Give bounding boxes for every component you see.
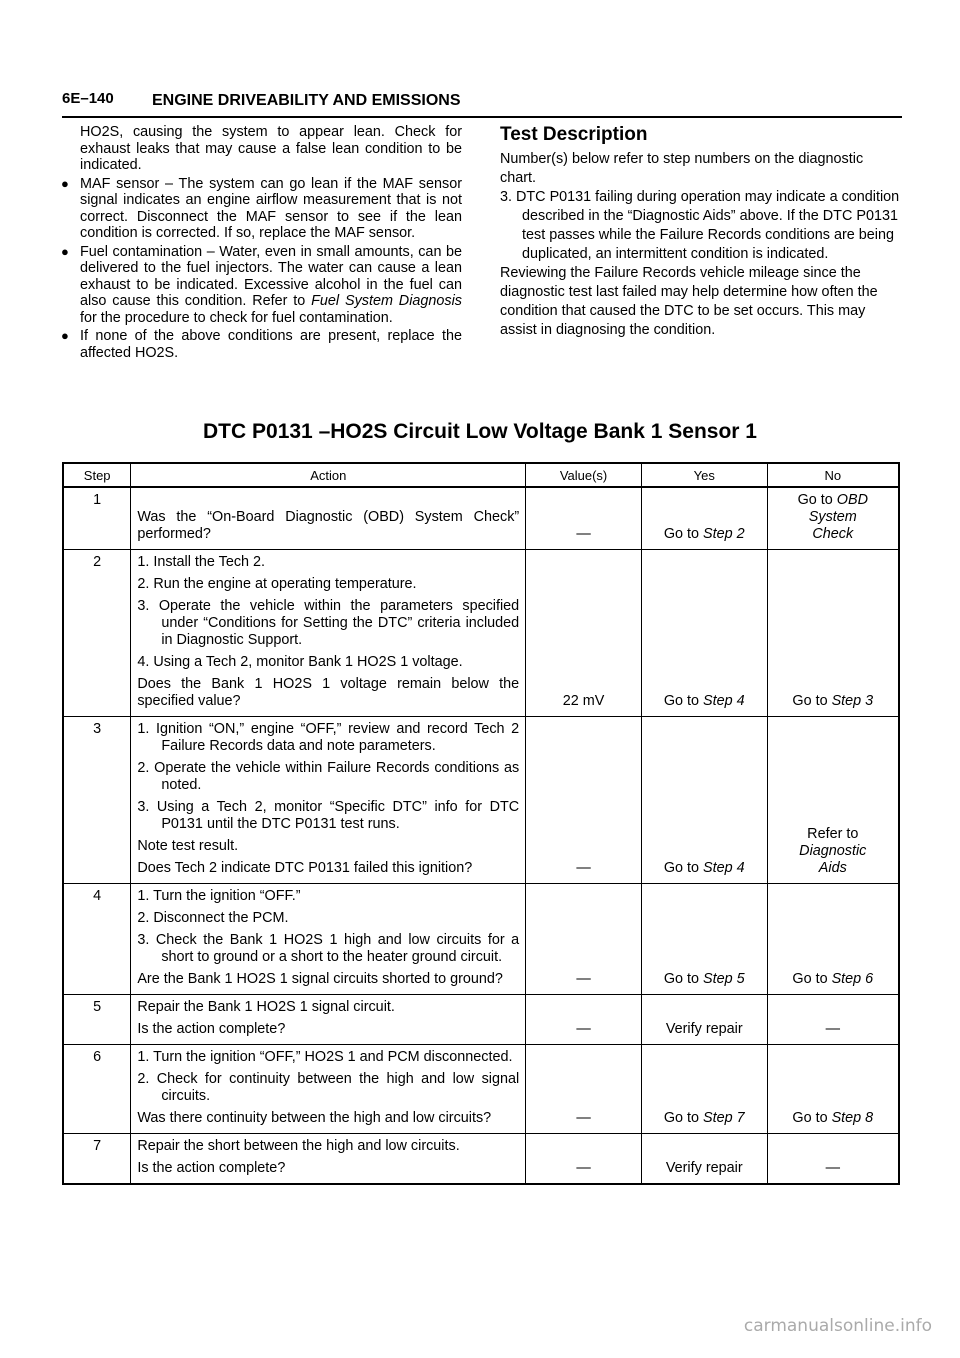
- step-number: 2: [63, 550, 131, 717]
- action-item: Repair the Bank 1 HO2S 1 signal circuit.: [137, 999, 395, 1015]
- table-row: [63, 487, 899, 550]
- no-prefix: Go to: [797, 492, 837, 508]
- action-item: 1. Install the Tech 2.: [137, 554, 266, 570]
- bullet-icon: ●: [61, 243, 69, 259]
- no-cell: [767, 487, 899, 550]
- yes-prefix: Verify repair: [665, 1021, 743, 1037]
- action-cell: [131, 995, 526, 1045]
- yes-step-link[interactable]: Step 4: [703, 860, 745, 876]
- header-no: No: [767, 463, 899, 487]
- bullet-text: MAF sensor – The system can go lean if the MAF sensor signal indicates an engine airflow measurement that is not correct. Disconnect the MAF sensor to see if the lean condition is corrected. If so, replace the MAF sensor.: [80, 175, 462, 241]
- value-cell: —: [526, 884, 642, 995]
- yes-step-link[interactable]: Step 2: [703, 526, 745, 542]
- action-cell: [131, 717, 526, 884]
- intro-paragraph: HO2S, causing the system to appear lean. Check for exhaust leaks that may cause a false lean condition to be indicated.: [80, 124, 462, 173]
- action-question: Is the action complete?: [137, 1160, 286, 1176]
- action-item: 2. Run the engine at operating temperature.: [137, 576, 417, 592]
- table-row: [63, 884, 899, 995]
- no-step-link[interactable]: Step 3: [831, 693, 874, 709]
- page-header: [62, 90, 902, 118]
- yes-cell: [641, 717, 767, 884]
- yes-step-link[interactable]: Step 7: [703, 1110, 745, 1126]
- table-row: [63, 550, 899, 717]
- no-step-link[interactable]: Step 8: [831, 1110, 874, 1126]
- table-row: [63, 717, 899, 884]
- header-values: Value(s): [526, 463, 642, 487]
- no-prefix: —: [825, 1160, 840, 1176]
- action-cell: [131, 487, 526, 550]
- action-item: 1. Turn the ignition “OFF,” HO2S 1 and PCM disconnected.: [137, 1049, 513, 1065]
- no-cell: [767, 1134, 899, 1185]
- step-number: 1: [63, 487, 131, 550]
- bullet-text: Fuel contamination – Water, even in small amounts, can be delivered to the fuel injectors. The water can cause a lean exhaust to be indicated. Excessive alcohol in the fuel can also cause this condition. Refer to: [80, 243, 462, 309]
- yes-step-link[interactable]: Step 5: [703, 971, 745, 987]
- yes-prefix: Go to: [663, 1110, 704, 1126]
- diagnostic-table: [62, 462, 900, 1185]
- bullet-icon: ●: [61, 328, 69, 343]
- no-cell: [767, 1045, 899, 1134]
- no-prefix: Go to: [792, 1110, 832, 1126]
- header-step: Step: [63, 463, 131, 487]
- yes-cell: [641, 995, 767, 1045]
- table-row: [63, 1134, 899, 1185]
- value-cell: 22 mV: [526, 550, 642, 717]
- bullet-item: [62, 244, 462, 327]
- action-cell: [131, 1134, 526, 1185]
- action-question: Is the action complete?: [137, 1021, 286, 1037]
- action-note: Note test result.: [137, 838, 239, 854]
- page-number: 6E–140: [62, 90, 114, 107]
- fuel-system-diagnosis-link[interactable]: Fuel System Diagnosis: [311, 293, 462, 309]
- yes-prefix: Go to: [663, 526, 704, 542]
- test-description-heading: Test Description: [500, 124, 648, 145]
- bullet-item: [62, 176, 462, 242]
- no-step-link[interactable]: Step 6: [831, 971, 874, 987]
- test-description-step-3: 3. DTC P0131 failing during operation may indicate a condition described in the “Diagnostic Aids” above. If the DTC P0131 test passes while the Failure Records conditions are being duplicated, an intermittent condition is indicated.: [500, 189, 900, 262]
- test-description: [500, 124, 900, 340]
- yes-prefix: Verify repair: [665, 1160, 743, 1176]
- step-number: 6: [63, 1045, 131, 1134]
- action-item: 3. Using a Tech 2, monitor “Specific DTC” info for DTC P0131 until the DTC P0131 test runs.: [137, 799, 520, 832]
- yes-cell: [641, 1045, 767, 1134]
- action-cell: [131, 550, 526, 717]
- action-item: 1. Turn the ignition “OFF.”: [137, 888, 301, 904]
- no-step-link[interactable]: Diagnostic Aids: [799, 843, 867, 876]
- action-question: Does Tech 2 indicate DTC P0131 failed this ignition?: [137, 860, 473, 876]
- yes-cell: [641, 550, 767, 717]
- action-item: 1. Ignition “ON,” engine “OFF,” review and record Tech 2 Failure Records data and note parameters.: [137, 721, 520, 754]
- no-prefix: Refer to: [807, 826, 859, 842]
- action-item: Repair the short between the high and low circuits.: [137, 1138, 460, 1154]
- yes-step-link[interactable]: Step 4: [703, 693, 745, 709]
- no-step-link[interactable]: OBD System Check: [808, 492, 868, 542]
- action-question: Was the “On-Board Diagnostic (OBD) System Check” performed?: [137, 509, 520, 542]
- table-row: [63, 995, 899, 1045]
- action-item: 3. Check the Bank 1 HO2S 1 high and low circuits for a short to ground or a short to the heater ground circuit.: [137, 932, 520, 965]
- bullet-item: [62, 328, 462, 361]
- value-cell: —: [526, 1045, 642, 1134]
- action-cell: [131, 1045, 526, 1134]
- no-cell: [767, 995, 899, 1045]
- left-column: [62, 124, 462, 361]
- bullet-text-tail: for the procedure to check for fuel contamination.: [80, 309, 393, 326]
- no-cell: [767, 884, 899, 995]
- no-cell: [767, 550, 899, 717]
- step-number: 5: [63, 995, 131, 1045]
- action-item: 2. Check for continuity between the high and low signal circuits.: [137, 1071, 520, 1104]
- action-item: 3. Operate the vehicle within the parameters specified under “Conditions for Setting the DTC” criteria included in Diagnostic Support.: [137, 598, 520, 648]
- action-cell: [131, 884, 526, 995]
- no-prefix: Go to: [792, 971, 832, 987]
- step-number: 3: [63, 717, 131, 884]
- action-question: Was there continuity between the high and low circuits?: [137, 1110, 492, 1126]
- section-title: ENGINE DRIVEABILITY AND EMISSIONS: [152, 92, 461, 109]
- test-description-body: Reviewing the Failure Records vehicle mileage since the diagnostic test last failed may help determine how often the condition that caused the DTC to be set occurs. This may assist in diagnosing the condition.: [500, 265, 878, 338]
- yes-cell: [641, 884, 767, 995]
- no-prefix: Go to: [792, 693, 832, 709]
- step-number: 7: [63, 1134, 131, 1185]
- bullet-icon: ●: [61, 175, 69, 191]
- watermark: carmanualsonline.info: [743, 1316, 932, 1336]
- action-item: 2. Operate the vehicle within Failure Records conditions as noted.: [137, 760, 520, 793]
- table-header-row: [63, 463, 899, 487]
- action-question: Are the Bank 1 HO2S 1 signal circuits shorted to ground?: [137, 971, 503, 987]
- test-description-intro: Number(s) below refer to step numbers on the diagnostic chart.: [500, 151, 864, 186]
- bullet-text: If none of the above conditions are present, replace the affected HO2S.: [80, 328, 462, 361]
- no-cell: [767, 717, 899, 884]
- action-item: 4. Using a Tech 2, monitor Bank 1 HO2S 1 voltage.: [137, 654, 463, 670]
- dtc-table-title: DTC P0131 –HO2S Circuit Low Voltage Bank 1 Sensor 1: [203, 420, 757, 443]
- yes-cell: [641, 1134, 767, 1185]
- step-number: 4: [63, 884, 131, 995]
- value-cell: —: [526, 717, 642, 884]
- yes-prefix: Go to: [663, 971, 704, 987]
- value-cell: —: [526, 995, 642, 1045]
- no-prefix: —: [825, 1021, 840, 1037]
- value-cell: —: [526, 1134, 642, 1185]
- action-item: 2. Disconnect the PCM.: [137, 910, 289, 926]
- table-row: [63, 1045, 899, 1134]
- header-yes: Yes: [641, 463, 767, 487]
- header-action: Action: [131, 463, 526, 487]
- action-question: Does the Bank 1 HO2S 1 voltage remain below the specified value?: [137, 676, 520, 709]
- yes-cell: [641, 487, 767, 550]
- yes-prefix: Go to: [663, 693, 704, 709]
- value-cell: —: [526, 487, 642, 550]
- yes-prefix: Go to: [663, 860, 704, 876]
